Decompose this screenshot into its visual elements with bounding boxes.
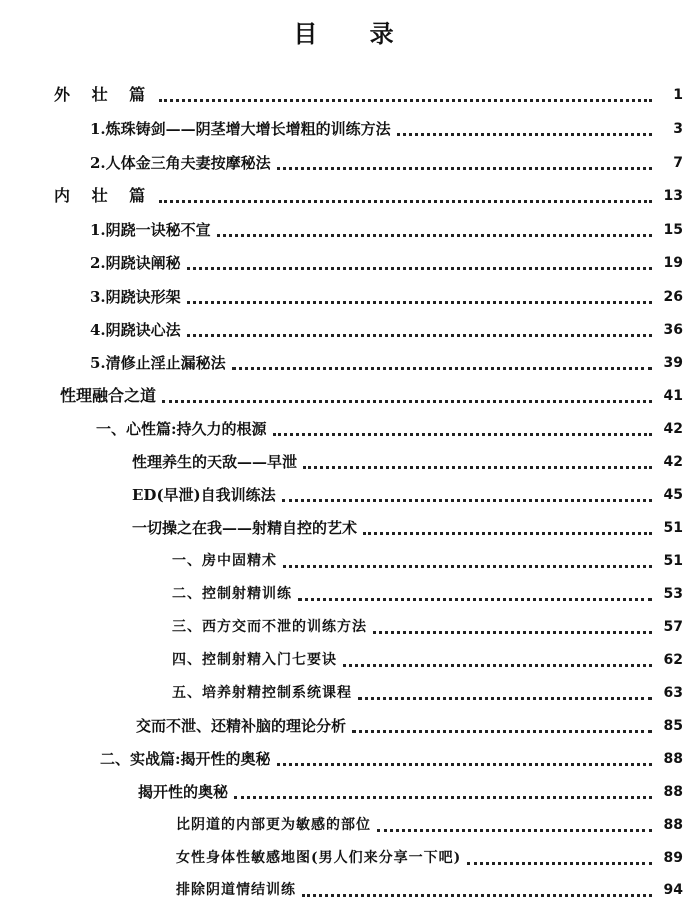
toc-label: 女性身体性敏感地图(男人们来分享一下吧) <box>176 850 462 866</box>
page-title: 目 录 <box>293 19 416 48</box>
toc-page-number: 13 <box>663 188 683 204</box>
toc-label: 3.阴跷诀形架 <box>90 288 181 306</box>
toc-entry <box>0 118 687 140</box>
toc-label: 性理养生的天敌——早泄 <box>132 453 298 471</box>
toc-label: 比阴道的内部更为敏感的部位 <box>176 817 371 833</box>
dot-leader <box>358 697 652 700</box>
toc-entry <box>0 879 687 901</box>
toc-page-number: 19 <box>663 255 683 271</box>
toc-entry <box>0 583 687 605</box>
dot-leader <box>217 234 652 237</box>
toc-page-number: 15 <box>663 222 683 238</box>
toc-page-number: 42 <box>663 454 683 470</box>
toc-entry <box>0 484 687 506</box>
dot-leader <box>159 99 652 102</box>
toc-page-number: 88 <box>663 817 683 833</box>
toc-entry <box>0 219 687 241</box>
toc-page-number: 26 <box>663 289 683 305</box>
toc-entry <box>0 286 687 308</box>
toc-entry <box>0 84 687 106</box>
dot-leader <box>277 167 652 170</box>
dot-leader <box>303 466 652 469</box>
toc-label: 四、控制射精入门七要诀 <box>172 652 337 668</box>
dot-leader <box>187 334 652 337</box>
toc-label: 5.清修止淫止漏秘法 <box>90 354 226 372</box>
toc-entry <box>0 715 687 737</box>
toc-entry <box>0 319 687 341</box>
toc-page-number: 85 <box>663 718 683 734</box>
toc-label: 内 壮 篇 <box>54 186 154 205</box>
toc-label: 1.炼珠铸剑——阴茎增大增长增粗的训练方法 <box>90 120 391 138</box>
toc-page-number: 94 <box>663 882 683 898</box>
toc-label: 一切操之在我——射精自控的艺术 <box>132 519 358 537</box>
dot-leader <box>187 301 652 304</box>
toc-page-number: 42 <box>663 421 683 437</box>
toc-entry <box>0 418 687 440</box>
toc-entry <box>0 550 687 572</box>
toc-page-number: 51 <box>663 520 683 536</box>
toc-page-number: 88 <box>663 751 683 767</box>
toc-entry <box>0 385 687 407</box>
toc-label: 排除阴道情结训练 <box>176 882 296 898</box>
toc-label: 揭开性的奥秘 <box>138 783 229 801</box>
toc-entry <box>0 152 687 174</box>
toc-label: 1.阴跷一诀秘不宣 <box>90 221 211 239</box>
dot-leader <box>298 598 652 601</box>
dot-leader <box>373 631 652 634</box>
toc-entry <box>0 814 687 836</box>
toc-entry <box>0 682 687 704</box>
toc-entry <box>0 748 687 770</box>
dot-leader <box>352 730 652 733</box>
toc-label: 一、房中固精术 <box>172 553 277 569</box>
toc-label: 交而不泄、还精补脑的理论分析 <box>136 717 347 735</box>
toc-entry <box>0 616 687 638</box>
toc-page-number: 3 <box>673 121 683 137</box>
toc-entry <box>0 451 687 473</box>
dot-leader <box>162 400 652 403</box>
toc-entry <box>0 847 687 869</box>
dot-leader <box>273 433 652 436</box>
dot-leader <box>377 829 652 832</box>
dot-leader <box>467 862 652 865</box>
toc-entry <box>0 649 687 671</box>
toc-label: 4.阴跷诀心法 <box>90 321 181 339</box>
toc-label: 2.人体金三角夫妻按摩秘法 <box>90 154 271 172</box>
toc-page-number: 57 <box>663 619 683 635</box>
dot-leader <box>283 565 652 568</box>
dot-leader <box>282 499 652 502</box>
dot-leader <box>277 763 652 766</box>
dot-leader <box>187 267 652 270</box>
toc-entry <box>0 517 687 539</box>
toc-entry <box>0 781 687 803</box>
toc-page-number: 63 <box>663 685 683 701</box>
dot-leader <box>397 133 652 136</box>
toc-label: 性理融合之道 <box>60 386 157 405</box>
toc-page-number: 39 <box>663 355 683 371</box>
toc-label: 二、实战篇:揭开性的奥秘 <box>100 750 271 768</box>
toc-label: 2.阴跷诀阐秘 <box>90 254 181 272</box>
toc-label: 五、培养射精控制系统课程 <box>172 685 352 701</box>
toc-label: ED(早泄)自我训练法 <box>132 486 276 504</box>
toc-page-number: 88 <box>663 784 683 800</box>
toc-page-number: 53 <box>663 586 683 602</box>
toc-entry <box>0 185 687 207</box>
toc-page-number: 36 <box>663 322 683 338</box>
toc-label: 外 壮 篇 <box>54 85 154 104</box>
toc-label: 一、心性篇:持久力的根源 <box>96 420 267 438</box>
dot-leader <box>363 532 652 535</box>
dot-leader <box>343 664 652 667</box>
toc-label: 三、西方交而不泄的训练方法 <box>172 619 367 635</box>
toc-page-number: 41 <box>663 388 683 404</box>
dot-leader <box>232 367 652 370</box>
dot-leader <box>234 796 652 799</box>
dot-leader <box>159 200 652 203</box>
toc-page-number: 62 <box>663 652 683 668</box>
toc-entry <box>0 252 687 274</box>
toc-page-number: 45 <box>663 487 683 503</box>
toc-entry <box>0 352 687 374</box>
toc-label: 二、控制射精训练 <box>172 586 292 602</box>
dot-leader <box>302 894 652 897</box>
toc-page-number: 89 <box>663 850 683 866</box>
toc-page-number: 51 <box>663 553 683 569</box>
toc-page-number: 7 <box>673 155 683 171</box>
toc-page-number: 1 <box>673 87 683 103</box>
